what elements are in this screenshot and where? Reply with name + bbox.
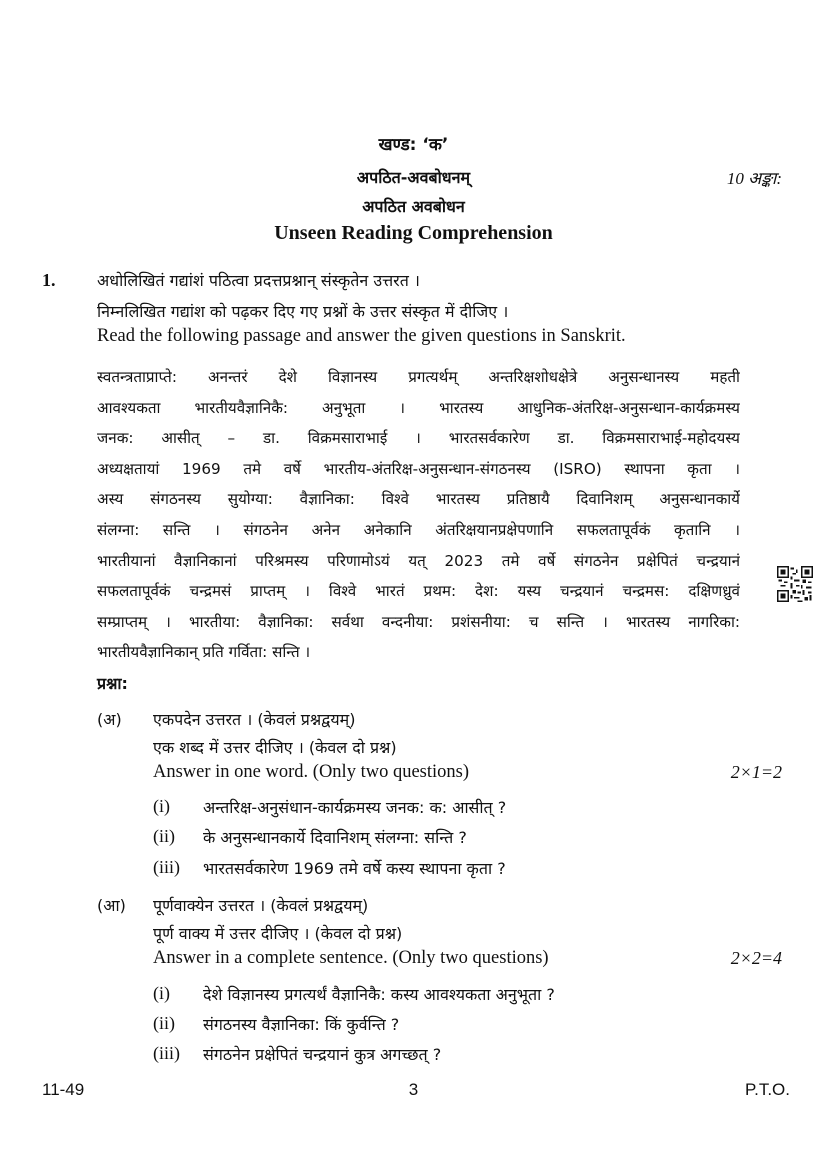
passage-line: भारतीयवैज्ञानिकान् प्रति गर्विता: सन्ति । <box>97 643 311 662</box>
title-english: Unseen Reading Comprehension <box>274 222 553 244</box>
instruction-english: Read the following passage and answer the given questions in Sanskrit. <box>97 326 626 346</box>
page-number: 3 <box>408 1080 419 1099</box>
section-marks: 10 अङ्का: <box>726 169 782 188</box>
section-heading: खण्ड: ‘क’ <box>378 135 449 155</box>
title-sanskrit: अपठित-अवबोधनम् <box>356 168 471 187</box>
qr-code-icon <box>777 566 813 602</box>
part-b-marks: 2×2=4 <box>730 948 782 968</box>
question-number: 1. <box>42 270 56 290</box>
part-a-instruction-english: Answer in one word. (Only two questions) <box>153 762 469 782</box>
title-hindi: अपठित अवबोधन <box>362 197 465 216</box>
part-a-label: (अ) <box>97 710 122 729</box>
question-item-number: (iii) <box>153 1043 180 1063</box>
part-a-instruction-hindi: एक शब्द में उत्तर दीजिए । (केवल दो प्रश्न) <box>153 738 397 757</box>
passage-line: जनक: आसीत् – डा. विक्रमसाराभाई । भारतसर्वकारेण डा. विक्रमसाराभाई-महोदयस्य <box>97 429 740 448</box>
question-item-number: (ii) <box>153 826 175 846</box>
question-item-text: संगठनेन प्रक्षेपितं चन्द्रयानं कुत्र अगच्छत् ? <box>203 1045 442 1064</box>
part-b-label: (आ) <box>97 896 126 915</box>
question-item-text: के अनुसन्धानकार्ये दिवानिशम् संलग्ना: सन्ति ? <box>203 828 467 847</box>
passage-line: अध्यक्षतायां 1969 तमे वर्षे भारतीय-अंतरिक्ष-अनुसन्धान-संगठनस्य (ISRO) स्थापना कृता । <box>97 459 740 478</box>
question-item-number: (i) <box>153 796 170 816</box>
part-a-instruction-sanskrit: एकपदेन उत्तरत । (केवलं प्रश्नद्वयम्) <box>153 710 356 729</box>
please-turn-over: P.T.O. <box>744 1080 790 1099</box>
part-b-instruction-hindi: पूर्ण वाक्य में उत्तर दीजिए । (केवल दो प्रश्न) <box>153 924 403 943</box>
passage <box>97 362 740 668</box>
question-item-number: (ii) <box>153 1013 175 1033</box>
part-b-instruction-sanskrit: पूर्णवाक्येन उत्तरत । (केवलं प्रश्नद्वयम्) <box>153 896 369 915</box>
question-item-number: (i) <box>153 983 170 1003</box>
passage-line: सम्प्राप्तम् । भारतीया: वैज्ञानिका: सर्वथा वन्दनीया: प्रशंसनीया: च सन्ति । भारतस्य नागरिका: <box>97 612 740 631</box>
passage-line: आवश्यकता भारतीयवैज्ञानिकै: अनुभूता । भारतस्य आधुनिक-अंतरिक्ष-अनुसन्धान-कार्यक्रमस्य <box>97 398 740 417</box>
question-item-text: संगठनस्य वैज्ञानिका: किं कुर्वन्ति ? <box>203 1015 400 1034</box>
passage-line: भारतीयानां वैज्ञानिकानां परिश्रमस्य परिणामोऽयं यत् 2023 तमे वर्षे संगठनेन प्रक्षेपितं चन्द्रयानं <box>97 551 740 570</box>
question-item-text: भारतसर्वकारेण 1969 तमे वर्षे कस्य स्थापना कृता ? <box>203 859 506 878</box>
passage-line: संलग्ना: सन्ति । संगठनेन अनेन अनेकानि अंतरिक्षयानप्रक्षेपणानि सफलतापूर्वकं कृतानि । <box>97 520 740 539</box>
part-a-marks: 2×1=2 <box>730 762 782 782</box>
passage-line: सफलतापूर्वकं चन्द्रमसं प्राप्तम् । विश्वे भारतं प्रथम: देश: यस्य चन्द्रयानं चन्द्रमस: दक्षिणध्रुवं <box>97 582 740 601</box>
question-item-number: (iii) <box>153 857 180 877</box>
instruction-hindi: निम्नलिखित गद्यांश को पढ़कर दिए गए प्रश्नों के उत्तर संस्कृत में दीजिए । <box>97 302 509 321</box>
part-b-instruction-english: Answer in a complete sentence. (Only two questions) <box>153 948 549 968</box>
paper-code: 11-49 <box>42 1080 85 1099</box>
passage-line: अस्य संगठनस्य सुयोग्या: वैज्ञानिका: विश्वे भारतस्य प्रतिष्ठायै दिवानिशम् अनुसन्धानकार्ये <box>97 490 740 509</box>
question-item-text: देशे विज्ञानस्य प्रगत्यर्थं वैज्ञानिकै: कस्य आवश्यकता अनुभूता ? <box>203 985 555 1004</box>
question-item-text: अन्तरिक्ष-अनुसंधान-कार्यक्रमस्य जनक: क: आसीत् ? <box>203 798 507 817</box>
instruction-sanskrit: अधोलिखितं गद्यांशं पठित्वा प्रदत्तप्रश्नान् संस्कृतेन उत्तरत । <box>97 271 420 290</box>
passage-line: स्वतन्त्रताप्राप्ते: अनन्तरं देशे विज्ञानस्य प्रगत्यर्थम् अन्तरिक्षशोधक्षेत्रे अनुसन्धानस्य महती <box>97 368 740 386</box>
questions-label: प्रश्ना: <box>97 674 128 693</box>
